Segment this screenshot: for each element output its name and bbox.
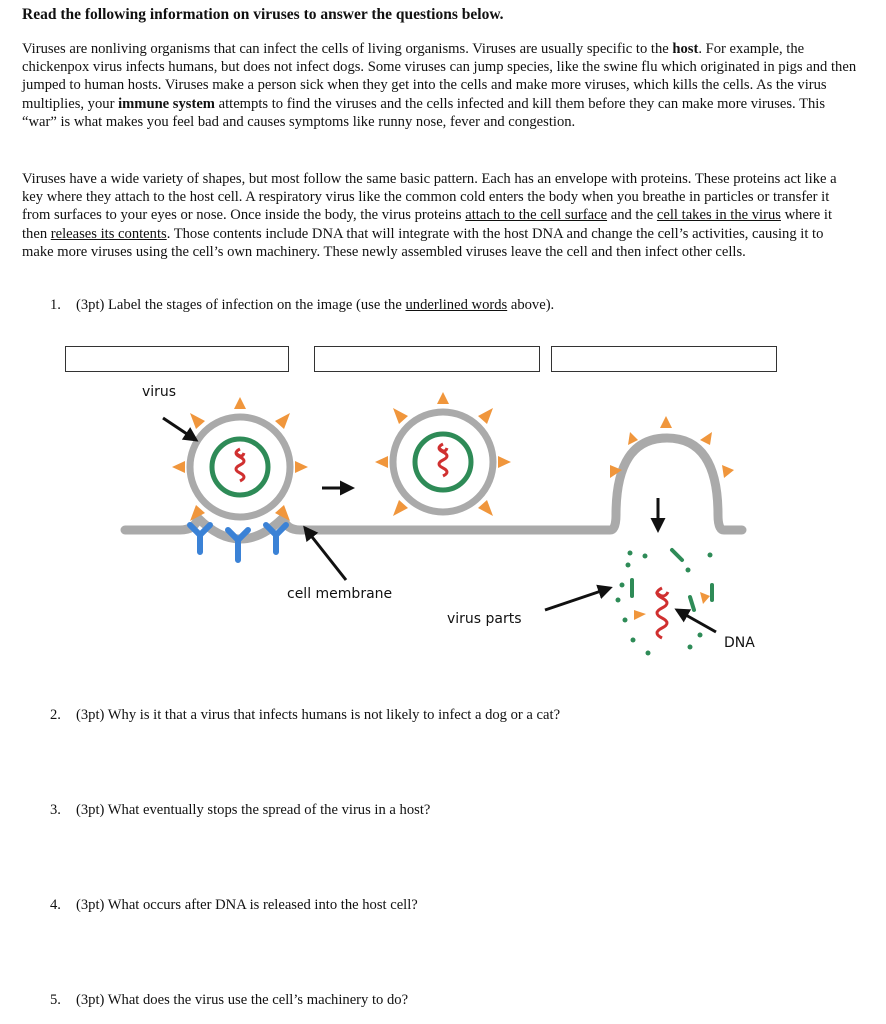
question-3: 3. (3pt) What eventually stops the spread of the virus in a host? [50,802,431,818]
membrane-pointer-arrow [305,528,346,580]
stage-term-takes-in: cell takes in the virus [656,207,781,224]
question-5: 5. (3pt) What does the virus use the cell’s machinery to do? [50,992,409,1008]
virus-parts-label: virus parts [447,611,522,627]
question-2: 2. (3pt) Why is it that a virus that infects humans is not likely to infect a dog or a cat? [50,707,561,723]
virus-particle-attached [172,397,308,521]
cell-membrane-label: cell membrane [287,586,393,602]
stage-term-releases: releases its contents [50,225,167,242]
immune-system-term: immune system [118,95,215,112]
question-4: 4. (3pt) What occurs after DNA is released into the host cell? [50,897,418,913]
virus-pointer-arrow [163,418,196,440]
virus-particle-engulfed [375,392,511,516]
virus-label: virus [142,384,177,400]
virus-parts-pointer-arrow [545,588,610,610]
intro-paragraph: Viruses are nonliving organisms that can infect the cells of living organisms. Viruses are usually specific to the host. For example, the chickenpox virus infects humans, but does not infect dogs. Some viruses can jump species, like the swine flu which originated in pigs and then jumped to human hosts. Viruses make a person sick when they get into the cells and make more viruses, which kills the cells. As the virus multiplies, your immune system attempts to find the viruses and the cells infected and kill them before they can make more viruses. This “war” is what makes you feel bad and causes symptoms like runny nose, fever and congestion. [22,41,857,130]
released-virus-parts [616,550,713,656]
worksheet-heading: Read the following information on viruses to answer the questions below. [22,6,504,23]
dna-pointer-arrow [677,610,716,632]
host-term: host [672,41,699,57]
question-1: 1. (3pt) Label the stages of infection on the image (use the underlined words above). [50,297,555,313]
virus-pattern-paragraph: Viruses have a wide variety of shapes, but most follow the same basic pattern. Each has an envelope with proteins. These proteins act like a key where they attach to the host cell. A respiratory virus like the common cold enters the body when you breathe in particles or transfer it from surfaces to your eyes or nose. Once inside the body, the virus proteins attach to the cell surface and the cell takes in the virus where it then releases its contents. Those contents include DNA that will integrate with the host DNA and change the cell’s activities, causing it to make more viruses using the cell’s own machinery. These newly assembled viruses leave the cell and then infect other cells. [22,171,837,260]
dna-label: DNA [724,635,755,651]
receptor-proteins [190,525,286,560]
stage-term-attach: attach to the cell surface [465,207,608,224]
